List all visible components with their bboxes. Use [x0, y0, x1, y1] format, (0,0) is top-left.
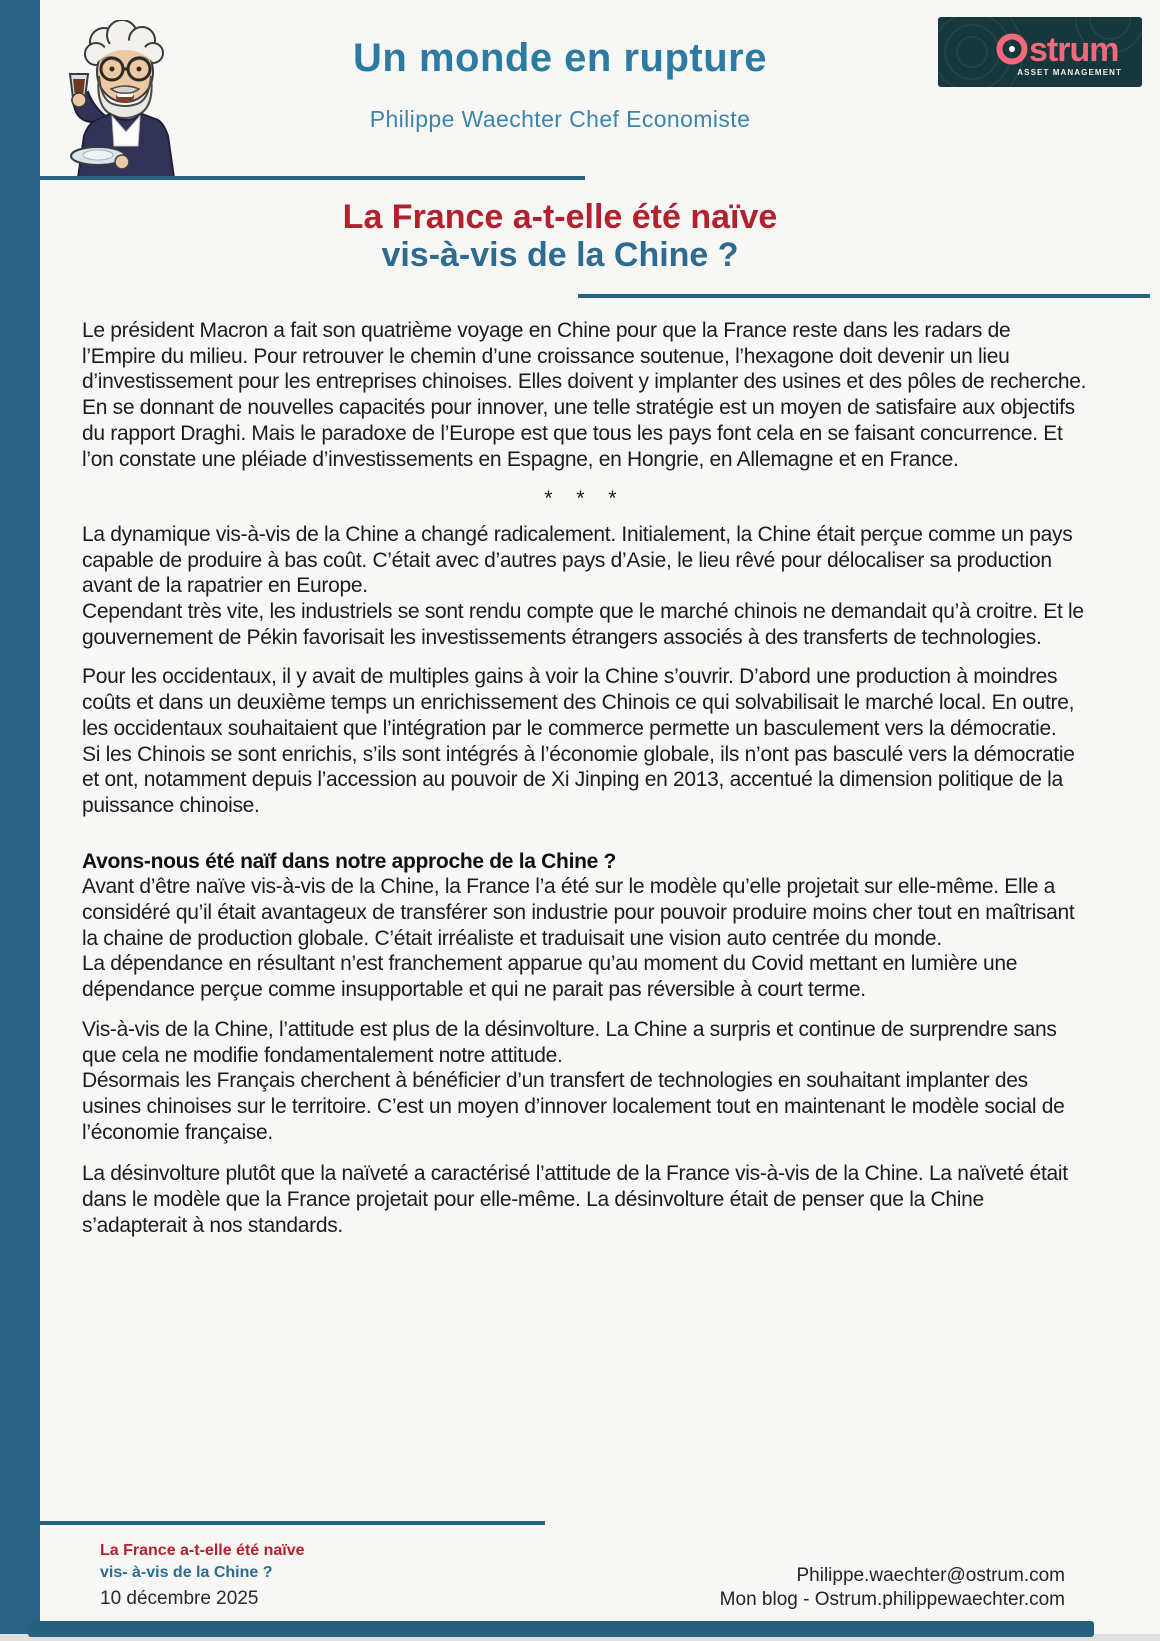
paragraph-conclusion: La désinvolture plutôt que la naïveté a caractérisé l’attitude de la France vis-à-vis de la Chine. La naïveté était dans le modèle que la France projetait pour elle-même. La désinvolture était de penser que la Chine s’adapterait à nos standards. [82, 1162, 1068, 1237]
author-avatar-illustration [52, 20, 192, 178]
section-separator: * * * [544, 487, 626, 511]
title-divider [578, 294, 1150, 298]
header-divider [0, 176, 585, 180]
author-subtitle: Philippe Waechter Chef Economiste [369, 106, 751, 132]
paragraph-intro: Le président Macron a fait son quatrième voyage en Chine pour que la France reste dans les radars de l’Empire du milieu. Pour retrouver le chemin d’une croissance soutenue, l’hexagone doit devenir un lieu d’investissement pour les entreprises chinoises. Elles doivent y implanter des usines et des pôles de recherche. En se donnant de nouvelles capacités pour innover, une telle stratégie est un moyen de satisfaire aux objectifs du rapport Draghi. Mais le paradoxe de l’Europe est que tous les pays font cela en se faisant concurrence. Et l’on constate une pléiade d’investissements en Espagne, en Hongrie, en Allemagne et en France. [82, 319, 1087, 471]
logo-subtitle-text: ASSET MANAGEMENT [1017, 68, 1122, 77]
author-cartoon-icon [52, 20, 192, 178]
footer-article-title [100, 1540, 305, 1584]
ostrum-logo [938, 17, 1142, 87]
paragraph-occidentaux: Pour les occidentaux, il y avait de multiples gains à voir la Chine s’ouvrir. D’abord une production à moindres coûts et dans un deuxième temps un enrichissement des Chinois ce qui solvabilisait le marché local. En outre, les occidentaux souhaitaient que l’intégration par le commerce permette un basculement vers la démocratie. [82, 665, 1075, 740]
paragraph-transfert: Désormais les Français cherchent à bénéficier d’un transfert de technologies en souhaitant implanter des usines chinoises sur le territoire. C’est un moyen d’innover localement tout en maintenant le modèle social de l’économie française. [82, 1069, 1065, 1144]
footer-email-link[interactable]: Philippe.waechter@ostrum.com [796, 1565, 1065, 1586]
bottom-accent-bar [28, 1621, 1094, 1637]
paragraph-dynamique: La dynamique vis-à-vis de la Chine a changé radicalement. Initialement, la Chine était perçue comme un pays capable de produire à bas coût. C’était avec d’autres pays d’Asie, le lieu rêvé pour délocaliser sa production avant de la rapatrier en Europe. [82, 522, 1073, 598]
section-heading: Avons-nous été naïf dans notre approche de la Chine ? [82, 849, 617, 873]
left-accent-bar [0, 0, 40, 1641]
logo-brand-text: strum [1029, 31, 1119, 69]
article-title-line1: La France a-t-elle été naïve [342, 198, 778, 236]
paragraph-naive-modele: Avant d’être naïve vis-à-vis de la Chine, la France l’a été sur le modèle qu’elle projetait sur elle-même. Elle a considéré qu’il était avantageux de transférer son industrie pour pouvoir produire moins cher tout en maîtrisant la chaine de production globale. C’était irréaliste et traduisait une vision auto centrée du monde. [82, 875, 1075, 950]
paragraph-desinvolture: Vis-à-vis de la Chine, l’attitude est plus de la désinvolture. La Chine a surpris et continue de surprendre sans que cela ne modifie fondamentalement notre attitude. [82, 1017, 1057, 1067]
footer-contact [640, 1564, 1065, 1612]
footer-title-line1: La France a-t-elle été naïve [100, 1542, 305, 1559]
paragraph-dependance: La dépendance en résultant n’est franchement apparue qu’au moment du Covid mettant en lumière une dépendance perçue comme insupportable et qui ne parait pas réversible à court terme. [82, 952, 1018, 1002]
blog-title: Un monde en rupture [353, 36, 767, 80]
footer-divider [0, 1521, 545, 1525]
paragraph-industriels: Cependant très vite, les industriels se sont rendu compte que le marché chinois ne demandait qu’à croitre. Et le gouvernement de Pékin favorisait les investissements étrangers associés à des transferts de technologies. [82, 600, 1084, 649]
footer-title-line2: vis- à-vis de la Chine ? [100, 1564, 273, 1581]
footer-date: 10 décembre 2025 [100, 1588, 259, 1609]
footer-blog-link[interactable]: Mon blog - Ostrum.philippewaechter.com [719, 1589, 1065, 1610]
article-body [82, 318, 1088, 1239]
article-title [180, 198, 940, 274]
paragraph-chinois-enrichis: Si les Chinois se sont enrichis, s’ils sont intégrés à l’économie globale, ils n’ont pas basculé vers la démocratie et ont, notamment depuis l’accession au pouvoir de Xi Jinping en 2013, accentué la dimension politique de la puissance chinoise. [82, 742, 1075, 817]
article-title-line2: vis-à-vis de la Chine ? [381, 236, 739, 274]
